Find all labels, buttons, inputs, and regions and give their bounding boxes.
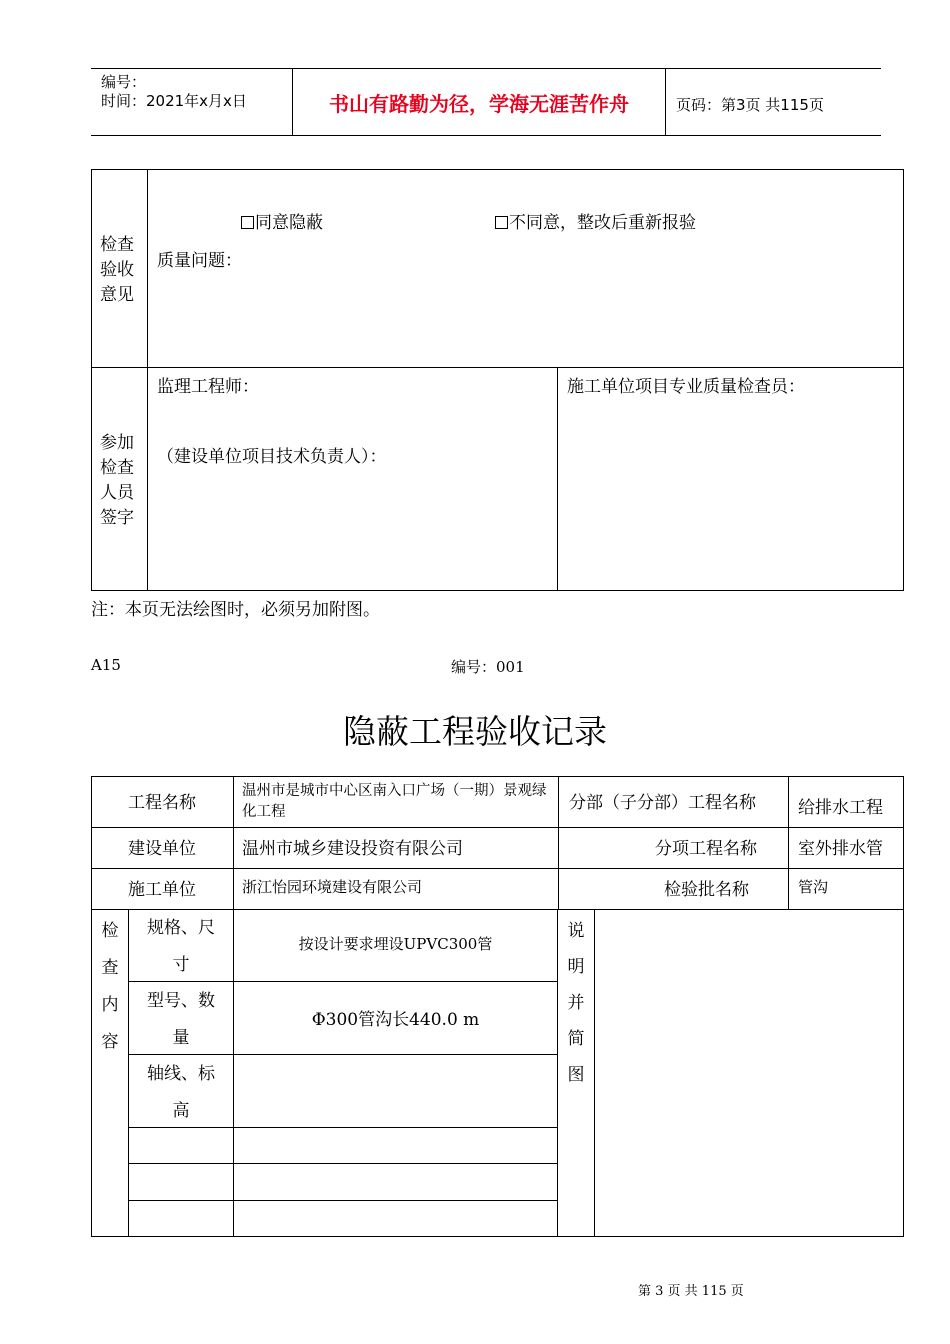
builder-label: 建设单位 [128,839,196,859]
header-page-number: 页码：第3页 共115页 [676,96,824,114]
page-footer: 第 3 页 共 115 页 [638,1284,744,1299]
header-motto: 书山有路勤为径，学海无涯苦作舟 [329,92,629,116]
axis-label: 轴线、标 高 [147,1064,215,1121]
supervisor-label: 监理工程师： [157,377,259,397]
form-number: 编号：001 [451,658,525,676]
contractor-label: 施工单位 [128,880,196,900]
header-top-rule [91,68,881,69]
disagree-checkbox[interactable]: 不同意，整改后重新报验 [495,208,696,233]
form-code: A15 [91,656,121,674]
header-number: 编号： [101,73,147,91]
owner-lead-label: （建设单位项目技术负责人）： [157,447,387,467]
project-name-value: 温州市是城市中心区南入口广场（一期）景观绿化工程 [242,783,547,820]
division-label: 分部（子分部）工程名称 [569,793,756,813]
notes-label: 说 明 并 简 图 [567,921,585,1085]
agree-checkbox[interactable]: 同意隐蔽 [241,208,323,233]
inspection-label: 检 查 内 容 [101,921,119,1052]
division-value: 给排水工程 [798,798,883,818]
inspector-signature-cell [557,367,904,591]
contractor-value: 浙江怡园环境建设有限公司 [242,878,423,896]
inspector-label: 施工单位项目专业质量检查员： [567,377,805,397]
signature-label: 参加 检查 人员 签字 [100,433,134,528]
checkbox-icon [241,216,254,229]
opinion-label: 检查 验收 意见 [100,235,134,305]
spec-value: 按设计要求埋设UPVC300管 [298,935,493,953]
item-value: 室外排水管 [798,839,883,859]
header-bottom-rule [91,135,881,136]
header-time: 时间：2021年x月x日 [101,92,247,110]
item-label: 分项工程名称 [655,839,757,859]
batch-value: 管沟 [798,878,829,896]
inspection-row-empty [128,1200,558,1237]
inspection-row-empty [128,1127,558,1164]
quality-issue-label: 质量问题： [157,251,242,271]
spec-label: 规格、尺 寸 [147,918,215,975]
model-label: 型号、数 量 [147,991,215,1048]
project-name-label: 工程名称 [128,793,196,813]
model-value: Φ300管沟长440.0 m [311,1010,480,1030]
form-title: 隐蔽工程验收记录 [343,712,607,751]
builder-value: 温州市城乡建设投资有限公司 [242,839,463,859]
batch-label: 检验批名称 [664,880,749,900]
checkbox-icon [495,216,508,229]
page-note: 注：本页无法绘图时，必须另加附图。 [91,600,380,620]
